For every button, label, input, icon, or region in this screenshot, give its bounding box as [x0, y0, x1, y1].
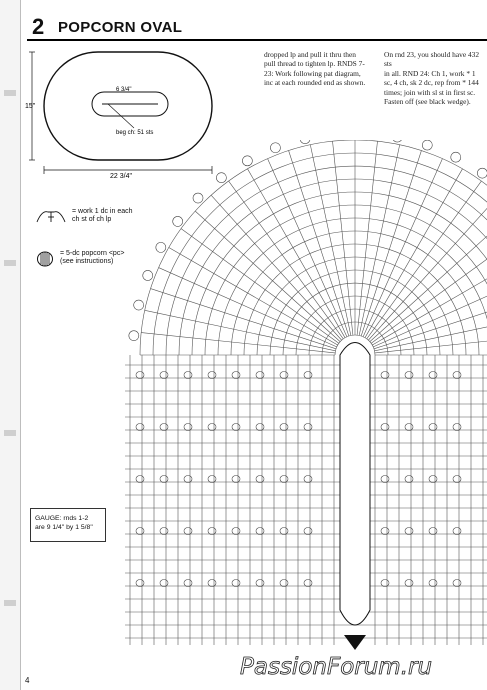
chart-popcorn-mark	[429, 528, 437, 535]
chart-edge-scallop	[129, 331, 139, 341]
chart-popcorn-mark	[429, 476, 437, 483]
chart-popcorn-mark	[280, 528, 288, 535]
chart-edge-scallop	[143, 270, 153, 280]
page-binding-edge	[0, 0, 21, 690]
chart-popcorn-mark	[429, 424, 437, 431]
chart-popcorn-mark	[184, 476, 192, 483]
chart-spoke	[145, 310, 336, 351]
chart-popcorn-mark	[208, 476, 216, 483]
binding-hole	[4, 260, 16, 266]
chart-edge-scallop	[422, 140, 432, 150]
chart-spoke	[195, 211, 340, 341]
legend-text-popcorn: = 5-dc popcorn <pc> (see instructions)	[60, 250, 125, 265]
chart-popcorn-mark	[256, 476, 264, 483]
instructions-column-2: On rnd 23, you should have 432 sts in all. RND 24: Ch 1, work * 1 sc, 4 ch, sk 2 dc, rep from * 144 times; join with sl st in first sc. Fasten off (see black wedge).	[384, 50, 480, 107]
pattern-number: 2	[32, 14, 45, 39]
chart-popcorn-mark	[208, 580, 216, 587]
chart-popcorn-mark	[208, 424, 216, 431]
chart-popcorn-mark	[304, 424, 312, 431]
gauge-box: GAUGE: rnds 1-2 are 9 1/4" by 1 5/8"	[30, 508, 106, 542]
center-length-label: 6 3/4"	[116, 87, 132, 93]
chart-popcorn-mark	[208, 528, 216, 535]
chart-popcorn-mark	[280, 424, 288, 431]
chart-popcorn-mark	[136, 476, 144, 483]
chart-spoke	[141, 333, 335, 353]
chart-popcorn-mark	[381, 424, 389, 431]
chart-spoke	[371, 229, 487, 344]
chart-popcorn-mark	[381, 528, 389, 535]
chart-popcorn-mark	[184, 372, 192, 379]
chart-popcorn-mark	[136, 528, 144, 535]
binding-hole	[4, 90, 16, 96]
chart-edge-scallop	[156, 242, 166, 252]
chart-popcorn-mark	[256, 580, 264, 587]
chart-popcorn-mark	[280, 580, 288, 587]
chart-popcorn-mark	[232, 424, 240, 431]
chart-popcorn-mark	[160, 528, 168, 535]
chart-popcorn-mark	[429, 372, 437, 379]
chart-popcorn-mark	[184, 424, 192, 431]
page-number: 4	[25, 676, 30, 685]
chart-edge-scallop	[134, 300, 144, 310]
binding-hole	[4, 600, 16, 606]
chart-edge-scallop	[300, 140, 310, 144]
chart-popcorn-mark	[184, 528, 192, 535]
chart-popcorn-mark	[304, 528, 312, 535]
height-label: 15"	[25, 103, 36, 110]
chart-popcorn-mark	[136, 424, 144, 431]
pattern-title: POPCORN OVAL	[58, 19, 183, 36]
chart-spoke	[359, 145, 400, 336]
chart-spoke	[375, 333, 487, 353]
chart-spoke	[333, 141, 353, 335]
chart-edge-scallop	[242, 156, 252, 166]
chart-edge-scallop	[270, 143, 280, 153]
chart-popcorn-mark	[232, 372, 240, 379]
chart-popcorn-mark	[256, 372, 264, 379]
chart-edge-scallop	[173, 216, 183, 226]
chart-popcorn-mark	[304, 580, 312, 587]
chart-popcorn-mark	[381, 372, 389, 379]
chart-popcorn-mark	[381, 476, 389, 483]
chart-popcorn-mark	[453, 372, 461, 379]
chart-spoke	[373, 268, 487, 347]
chart-popcorn-mark	[453, 476, 461, 483]
chart-popcorn-mark	[405, 476, 413, 483]
chart-popcorn-mark	[160, 476, 168, 483]
chart-spoke	[368, 195, 487, 340]
chart-popcorn-mark	[453, 528, 461, 535]
chart-popcorn-mark	[304, 372, 312, 379]
chart-popcorn-mark	[280, 372, 288, 379]
chart-popcorn-mark	[405, 580, 413, 587]
instructions-column-1: dropped lp and pull it thru then pull thread to tighten lp. RNDS 7- 23: Work following pat diagram, inc at each rounded end as shown.	[264, 50, 366, 88]
chart-popcorn-mark	[256, 528, 264, 535]
chart-edge-scallop	[216, 173, 226, 183]
crochet-chart-diagram	[110, 140, 487, 665]
chart-edge-scallop	[193, 193, 203, 203]
chart-popcorn-mark	[160, 372, 168, 379]
popcorn-stitch-icon	[36, 250, 54, 268]
chart-edge-scallop	[451, 152, 461, 162]
chart-popcorn-mark	[256, 424, 264, 431]
chart-popcorn-mark	[232, 476, 240, 483]
chart-popcorn-mark	[429, 580, 437, 587]
chart-popcorn-mark	[280, 476, 288, 483]
chart-popcorn-mark	[453, 424, 461, 431]
chain-label: beg ch: 51 sts	[116, 130, 154, 136]
header-rule	[27, 39, 487, 41]
chart-popcorn-mark	[453, 580, 461, 587]
width-label: 22 3/4"	[110, 173, 132, 180]
chart-spoke	[357, 141, 377, 335]
chart-popcorn-mark	[232, 528, 240, 535]
chart-spoke	[374, 289, 487, 349]
chart-popcorn-mark	[232, 580, 240, 587]
dc-fan-symbol-icon	[36, 208, 66, 224]
chart-spoke	[310, 145, 351, 336]
chart-popcorn-mark	[405, 528, 413, 535]
chart-popcorn-mark	[405, 372, 413, 379]
chart-popcorn-mark	[184, 580, 192, 587]
chart-popcorn-mark	[208, 372, 216, 379]
chart-round-arc	[179, 179, 487, 355]
chart-spoke	[211, 195, 341, 340]
chart-round-arc	[192, 192, 487, 355]
chart-edge-scallop	[477, 168, 487, 178]
chart-popcorn-mark	[160, 424, 168, 431]
chart-popcorn-mark	[136, 372, 144, 379]
chart-popcorn-mark	[381, 580, 389, 587]
chart-round-arc	[205, 205, 487, 355]
chart-popcorn-mark	[304, 476, 312, 483]
chart-round-arc	[140, 140, 487, 355]
chart-edge-scallop	[392, 140, 402, 142]
binding-hole	[4, 430, 16, 436]
chart-popcorn-mark	[160, 580, 168, 587]
chart-popcorn-mark	[136, 580, 144, 587]
watermark: PassionForum.ru	[240, 654, 433, 680]
chart-popcorn-mark	[405, 424, 413, 431]
legend-text-dc: = work 1 dc in each ch st of ch lp	[72, 208, 133, 223]
